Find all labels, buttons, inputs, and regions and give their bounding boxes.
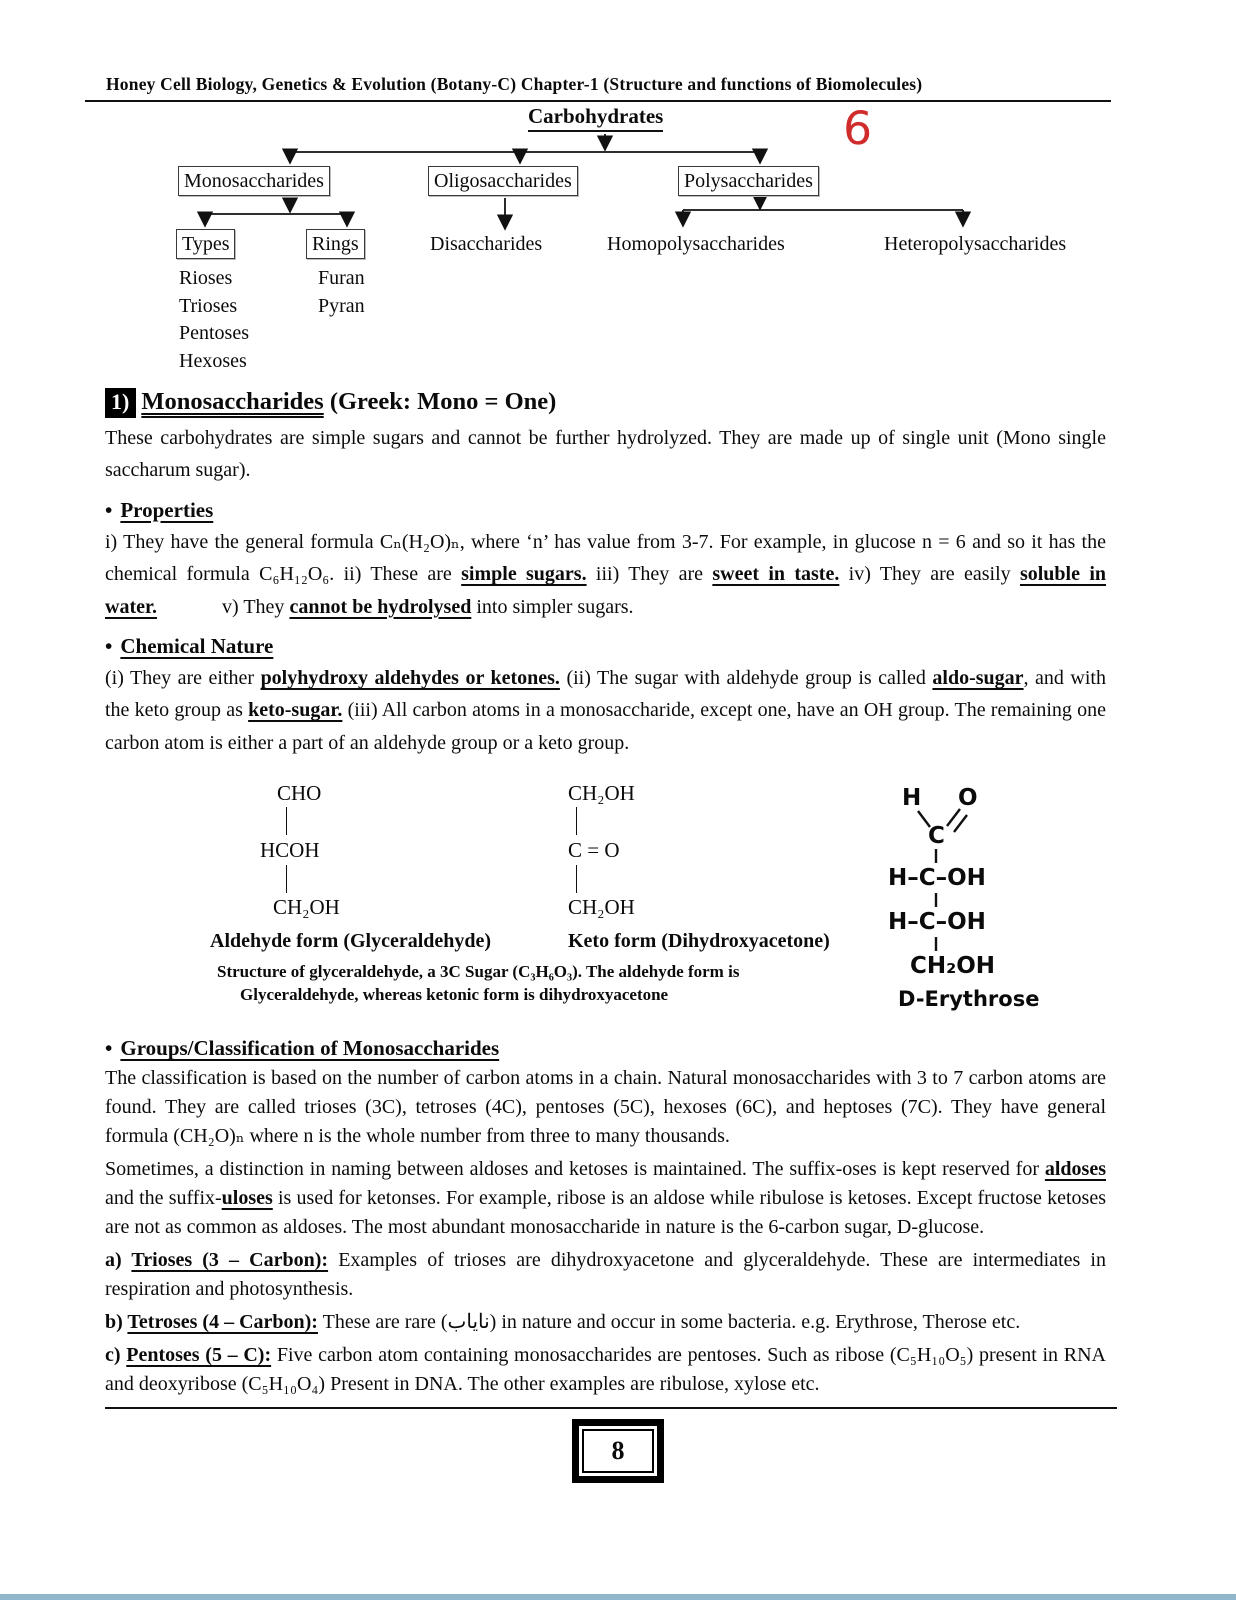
bond [286,807,287,835]
text-segment: aldoses [1044,1158,1106,1181]
keto-structure-bottom: CH₂OH [568,895,635,920]
text-segment: soluble in water. [105,563,1106,618]
text-segment: polyhydroxy aldehydes or ketones. [260,666,560,689]
text-segment: iv) They are easily [839,563,1020,586]
bottom-edge-strip [0,1594,1236,1600]
node-monosaccharides: Monosaccharides [178,166,330,196]
text-segment: cannot be hydrolysed [289,595,472,618]
section-title: Monosaccharides [141,388,324,415]
node-oligosaccharides: Oligosaccharides [428,166,578,196]
text-segment: v) They [157,595,290,618]
list-item: Pentoses [179,322,249,344]
figure-note-line2: Glyceraldehyde, whereas ketonic form is dihydroxyacetone [240,985,669,1005]
footer-divider [105,1407,1117,1409]
text-segment: is used for ketonses. For example, ribose is an aldose while ribulose is ketoses. Except fructose ketoses are not as common as aldoses. The most abundant monosaccharide in nature is the 6-carbon sugar, D-glucose. [105,1187,1106,1239]
node-heteropolysaccharides: Heteropolysaccharides [884,233,1067,255]
text-segment: aldo-sugar [932,666,1024,689]
list-item: Pyran [318,294,365,317]
section-heading-monosaccharides [105,388,1236,418]
classification-paragraph: The classification is based on the number of carbon atoms in a chain. Natural monosaccharides with 3 to 7 carbon atoms are found. They are called trioses (3C), tetroses (4C), pentoses (5C), hexoses (6C), and heptoses (7C). They have general formula (CH₂O)ₙ where n is the whole number from three to many thousands. [105,1067,1106,1148]
tetroses-item [105,1308,1106,1337]
text-segment: (ii) The sugar with aldehyde group is called [559,666,933,689]
pentoses-item [105,1341,1106,1399]
text-segment: , and with the keto group as [105,666,1106,722]
list-item: Hexoses [179,349,247,372]
text-segment: and the suffix- [105,1187,222,1210]
properties-heading: • Properties [105,497,214,522]
keto-structure-mid: C = O [568,838,620,863]
flowchart-root-carbohydrates: Carbohydrates [528,104,663,132]
text-segment: uloses [221,1187,273,1210]
text-segment: Trioses (3 – Carbon): [131,1249,329,1272]
handwritten-red-number: 6 [842,100,874,156]
text-segment: iii) They are [586,563,713,586]
properties-paragraph [105,526,1106,623]
erythrose-h-atom: H [902,785,922,812]
text-segment: b) [105,1311,128,1334]
text-segment: into simpler sugars. [471,595,634,618]
erythrose-label: D-Erythrose [898,987,1040,1012]
text-segment: Pentoses (5 – C): [126,1344,272,1367]
bullet-icon: • [105,633,113,658]
text-segment: i) They have the general formula Cₙ(H₂O)ₙ, where ‘n’ has value from 3-7. For example, in glucose n = 6 and so it has the chemical formula C₆H₁₂O₆. ii) These are [105,530,1106,586]
text-segment: Sometimes, a distinction in naming between aldoses and ketoses is maintained. The suffix-oses is kept reserved for [105,1158,1045,1181]
node-types: Types [176,229,235,259]
text-segment: (iii) All carbon atoms in a monosaccharide, except one, have an OH group. The remaining one carbon atom is either a part of an aldehyde group or a keto group. [105,699,1106,754]
aldehyde-structure-top: CHO [277,781,322,806]
text-segment: c) [105,1344,127,1367]
list-item: Rioses [179,267,233,289]
erythrose-row1: H–C–OH [888,865,986,892]
naming-paragraph [105,1155,1106,1242]
keto-caption: Keto form (Dihydroxyacetone) [568,930,830,953]
text-segment: keto-sugar. [248,699,343,722]
figure-note-line1: Structure of glyceraldehyde, a 3C Sugar (C₃H₆O₃). The aldehyde form is [217,962,740,982]
text-segment: sweet in taste. [712,563,840,586]
aldehyde-structure-bottom: CH₂OH [273,895,340,920]
groups-heading: • Groups/Classification of Monosaccharides [105,1036,500,1061]
bullet-icon: • [105,497,113,522]
text-segment: Five carbon atom containing monosaccharides are pentoses. Such as ribose (C₅H₁₀O₅) present in RNA and deoxyribose (C₅H₁₀O₄) Present in DNA. The other examples are ribulose, xylose etc. [105,1344,1106,1396]
rings-list [318,265,365,320]
page-number: 8 [582,1429,654,1473]
node-polysaccharides: Polysaccharides [678,166,819,196]
erythrose-c-atom: C [928,823,945,850]
text-segment: Examples of trioses are dihydroxyacetone and glyceraldehyde. These are intermediates in respiration and photosynthesis. [105,1249,1106,1301]
bond [286,865,287,893]
bullet-icon: • [105,1036,113,1061]
types-list [179,265,249,375]
text-segment: Tetroses (4 – Carbon): [127,1311,318,1334]
node-homopolysaccharides: Homopolysaccharides [607,233,785,255]
text-segment: simple sugars. [461,563,587,586]
chemical-nature-heading: • Chemical Nature [105,633,274,658]
bond [576,807,577,835]
carbohydrates-flowchart [0,102,1236,376]
intro-paragraph: These carbohydrates are simple sugars and cannot be further hydrolyzed. They are made up of single unit (Mono single saccharum sugar). [105,427,1106,482]
list-item: Furan [318,267,365,289]
list-item: Trioses [179,294,238,317]
erythrose-bottom: CH₂OH [910,953,996,980]
chemical-nature-paragraph [105,662,1106,759]
section-number-badge: 1) [105,388,136,418]
structures-figure [210,781,1040,1025]
node-disaccharides: Disaccharides [430,233,543,255]
page-header [0,0,1236,102]
erythrose-row2: H–C–OH [888,909,986,936]
bond [576,865,577,893]
page-number-badge [572,1419,664,1483]
text-segment: (i) They are either [105,666,261,689]
node-rings: Rings [306,229,365,259]
trioses-item [105,1246,1106,1304]
section-subtitle: (Greek: Mono = One) [323,388,557,415]
aldehyde-structure-mid: HCOH [260,838,320,863]
aldehyde-caption: Aldehyde form (Glyceraldehyde) [210,930,492,953]
erythrose-o-atom: O [958,785,978,812]
chapter-title: Honey Cell Biology, Genetics & Evolution (Botany-C) Chapter-1 (Structure and functions of Biomolecules) [106,74,923,94]
text-segment: a) [105,1249,132,1272]
body-content [105,422,1106,1399]
keto-structure-top: CH₂OH [568,781,635,806]
text-segment: These are rare (نایاب) in nature and occur in some bacteria. e.g. Erythrose, Therose etc. [317,1311,1021,1334]
